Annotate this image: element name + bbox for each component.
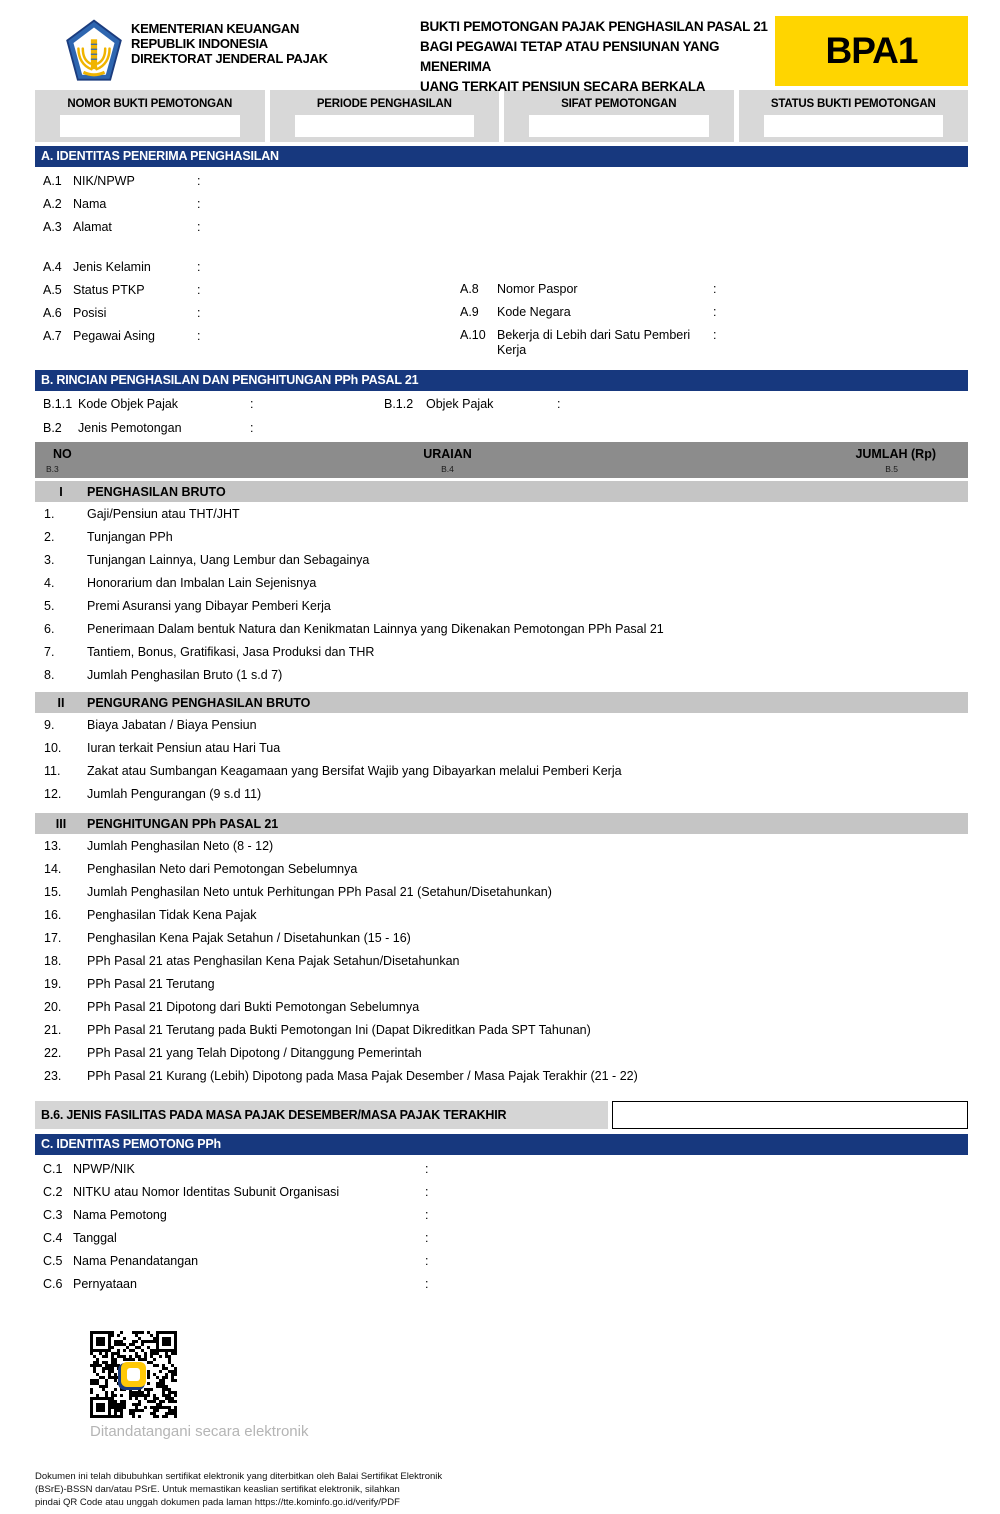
row-c4-tanggal — [35, 1226, 968, 1249]
group-roman: II — [57, 695, 65, 710]
column-subheader-b3: B.3 — [46, 464, 59, 474]
section-a-rows — [35, 169, 968, 358]
ministry-line: DIREKTORAT JENDERAL PAJAK — [131, 51, 328, 66]
field-periode-penghasilan — [270, 90, 500, 142]
row-number: A.1 — [43, 173, 62, 188]
colon: : — [425, 1184, 429, 1199]
row-label: Bekerja di Lebih dari Satu Pemberi Kerja — [497, 328, 691, 357]
field-nomor-bukti-pemotongan — [35, 90, 265, 142]
section-c-rows — [35, 1157, 968, 1295]
colon: : — [197, 259, 201, 274]
row-number: C.6 — [43, 1276, 63, 1291]
form-title — [420, 17, 785, 97]
table-row-2 — [35, 525, 968, 548]
field-status-bukti-pemotongan — [739, 90, 969, 142]
row-number: 14. — [44, 861, 62, 876]
row-label: Nama Pemotong — [73, 1207, 167, 1222]
table-row-16 — [35, 903, 968, 926]
esign-caption: Ditandatangani secara elektronik — [90, 1423, 309, 1440]
row-number: 4. — [44, 575, 55, 590]
form-code-badge: BPA1 — [775, 16, 968, 86]
row-number: 18. — [44, 953, 62, 968]
colon: : — [197, 305, 201, 320]
nomor-bukti-pemotongan-input[interactable] — [60, 115, 240, 137]
row-a6-posisi — [35, 301, 425, 324]
ministry-line: KEMENTERIAN KEUANGAN — [131, 21, 300, 36]
row-a10-bekerja-lebih-dari-satu-pemberi-kerja — [460, 324, 968, 358]
row-number: B.1.2 — [384, 396, 414, 411]
row-label: Nama — [73, 196, 107, 211]
row-label: NIK/NPWP — [73, 173, 135, 188]
row-a7-pegawai-asing — [35, 324, 425, 347]
field-label: NOMOR BUKTI PEMOTONGAN — [67, 98, 233, 110]
row-text: Jumlah Penghasilan Neto (8 - 12) — [87, 838, 274, 853]
colon: : — [197, 173, 201, 188]
table-row-4 — [35, 571, 968, 594]
row-text: Tunjangan PPh — [87, 529, 173, 544]
row-number: A.4 — [43, 259, 62, 274]
table-row-9 — [35, 713, 968, 736]
row-c5-nama-penandatangan — [35, 1249, 968, 1272]
colon: : — [197, 196, 201, 211]
row-label: Jenis Pemotongan — [78, 420, 182, 435]
ministry-of-finance-logo-icon — [66, 19, 122, 82]
section-a-two-columns — [35, 278, 968, 358]
row-number: 9. — [44, 717, 55, 732]
column-header-uraian: URAIAN — [423, 447, 472, 461]
row-c3-nama-pemotong — [35, 1203, 968, 1226]
table-row-5 — [35, 594, 968, 617]
row-text: Penerimaan Dalam bentuk Natura dan Kenikmatan Lainnya yang Dikenakan Pemotongan PPh Pasal 21 — [87, 621, 664, 636]
row-a8-nomor-paspor — [460, 278, 968, 301]
field-label: SIFAT PEMOTONGAN — [561, 98, 677, 110]
row-number: 8. — [44, 667, 55, 682]
row-number: 3. — [44, 552, 55, 567]
row-a4-jenis-kelamin — [35, 255, 968, 278]
row-number: C.4 — [43, 1230, 63, 1245]
row-label: Objek Pajak — [426, 396, 494, 411]
row-label: NITKU atau Nomor Identitas Subunit Organisasi — [73, 1184, 340, 1199]
row-label: Jenis Kelamin — [73, 259, 151, 274]
row-number: 20. — [44, 999, 62, 1014]
table-row-19 — [35, 972, 968, 995]
row-number: A.5 — [43, 282, 62, 297]
field-sifat-pemotongan — [504, 90, 734, 142]
group-iii-bar — [35, 813, 968, 834]
electronic-signature-qr-code — [90, 1331, 177, 1418]
row-label: Status PTKP — [73, 282, 145, 297]
row-number: A.7 — [43, 328, 62, 343]
row-a1-nik-npwp — [35, 169, 968, 192]
group-ii-bar — [35, 692, 968, 713]
colon: : — [713, 282, 717, 296]
table-row-14 — [35, 857, 968, 880]
colon: : — [250, 420, 254, 435]
row-number: C.2 — [43, 1184, 63, 1199]
b6-label: B.6. JENIS FASILITAS PADA MASA PAJAK DESEMBER/MASA PAJAK TERAKHIR — [35, 1101, 608, 1129]
table-row-3 — [35, 548, 968, 571]
section-a-left-column — [35, 278, 425, 347]
row-number: B.2 — [43, 420, 62, 435]
row-text: Iuran terkait Pensiun atau Hari Tua — [87, 740, 281, 755]
row-label: Tanggal — [73, 1230, 117, 1245]
row-number: 13. — [44, 838, 62, 853]
table-row-7 — [35, 640, 968, 663]
table-row-22 — [35, 1041, 968, 1064]
footer-disclaimer — [35, 1470, 968, 1509]
table-row-1 — [35, 502, 968, 525]
row-c6-pernyataan — [35, 1272, 968, 1295]
section-a-right-column — [460, 278, 968, 358]
section-b-header: B. RINCIAN PENGHASILAN DAN PENGHITUNGAN PPh PASAL 21 — [35, 370, 968, 391]
row-text: Honorarium dan Imbalan Lain Sejenisnya — [87, 575, 317, 590]
row-number: A.2 — [43, 196, 62, 211]
row-label: NPWP/NIK — [73, 1161, 135, 1176]
section-a-header: A. IDENTITAS PENERIMA PENGHASILAN — [35, 146, 968, 167]
row-number: A.6 — [43, 305, 62, 320]
row-label: Pegawai Asing — [73, 328, 156, 343]
table-row-20 — [35, 995, 968, 1018]
column-subheader-b4: B.4 — [441, 464, 454, 474]
row-b6-jenis-fasilitas — [35, 1101, 968, 1129]
group-roman: III — [55, 816, 67, 831]
alamat-extra-space — [35, 238, 968, 255]
table-row-23 — [35, 1064, 968, 1087]
table-row-12 — [35, 782, 968, 805]
row-c1-npwp-nik — [35, 1157, 968, 1180]
row-label: Alamat — [73, 219, 112, 234]
ministry-name — [131, 21, 328, 66]
colon: : — [425, 1161, 429, 1176]
row-number: C.5 — [43, 1253, 63, 1268]
row-number: 23. — [44, 1068, 62, 1083]
table-row-17 — [35, 926, 968, 949]
table-row-15 — [35, 880, 968, 903]
row-text: Gaji/Pensiun atau THT/JHT — [87, 506, 240, 521]
colon: : — [250, 396, 254, 411]
colon: : — [557, 396, 561, 411]
row-number: B.1.1 — [43, 396, 73, 411]
row-b11-b12 — [35, 392, 968, 415]
row-number: C.1 — [43, 1161, 63, 1176]
ministry-line: REPUBLIK INDONESIA — [131, 36, 268, 51]
row-text: PPh Pasal 21 Dipotong dari Bukti Pemotongan Sebelumnya — [87, 999, 420, 1014]
colon: : — [197, 282, 201, 297]
table-row-18 — [35, 949, 968, 972]
row-text: Premi Asuransi yang Dibayar Pemberi Kerja — [87, 598, 331, 613]
row-number: 15. — [44, 884, 62, 899]
colon: : — [197, 328, 201, 343]
colon: : — [197, 219, 201, 234]
row-number: A.9 — [460, 305, 479, 319]
disclaimer-line: Dokumen ini telah dibubuhkan sertifikat elektronik yang diterbitkan oleh Balai Sertifikat Elektronik — [35, 1471, 443, 1482]
group-title: PENGHITUNGAN PPh PASAL 21 — [87, 816, 279, 831]
colon: : — [425, 1253, 429, 1268]
row-text: Biaya Jabatan / Biaya Pensiun — [87, 717, 257, 732]
form-title-line: UANG TERKAIT PENSIUN SECARA BERKALA — [420, 79, 706, 94]
field-label: PERIODE PENGHASILAN — [316, 98, 452, 110]
form-header — [35, 0, 968, 94]
table-header — [35, 442, 968, 478]
top-field-strip — [35, 90, 968, 142]
row-number: 10. — [44, 740, 62, 755]
row-number: 12. — [44, 786, 62, 801]
row-label: Pernyataan — [73, 1276, 137, 1291]
status-bukti-pemotongan-input[interactable] — [764, 115, 944, 137]
row-number: 17. — [44, 930, 62, 945]
sifat-pemotongan-input[interactable] — [529, 115, 709, 137]
row-number: 21. — [44, 1022, 62, 1037]
group-title: PENGHASILAN BRUTO — [87, 484, 226, 499]
row-text: Penghasilan Kena Pajak Setahun / Disetahunkan (15 - 16) — [87, 930, 411, 945]
row-number: A.10 — [460, 328, 486, 342]
row-number: 16. — [44, 907, 62, 922]
row-text: Tunjangan Lainnya, Uang Lembur dan Sebagainya — [87, 552, 370, 567]
row-c2-nitku — [35, 1180, 968, 1203]
row-number: 5. — [44, 598, 55, 613]
row-text: PPh Pasal 21 Terutang pada Bukti Pemotongan Ini (Dapat Dikreditkan Pada SPT Tahunan) — [87, 1022, 591, 1037]
table-row-13 — [35, 834, 968, 857]
disclaimer-line: (BSrE)-BSSN dan/atau PSrE. Untuk memastikan keaslian sertifikat elektronik, silahkan — [35, 1484, 400, 1495]
colon: : — [713, 305, 717, 319]
row-a2-nama — [35, 192, 968, 215]
form-title-line: BAGI PEGAWAI TETAP ATAU PENSIUNAN YANG MENERIMA — [420, 39, 720, 74]
row-a5-status-ptkp — [35, 278, 425, 301]
table-row-11 — [35, 759, 968, 782]
group-i-bar — [35, 481, 968, 502]
row-number: 1. — [44, 506, 55, 521]
row-number: 22. — [44, 1045, 62, 1060]
colon: : — [425, 1207, 429, 1222]
column-header-jumlah: JUMLAH (Rp) — [855, 447, 936, 461]
row-number: 6. — [44, 621, 55, 636]
table-row-21 — [35, 1018, 968, 1041]
row-number: C.3 — [43, 1207, 63, 1222]
row-text: PPh Pasal 21 yang Telah Dipotong / Ditanggung Pemerintah — [87, 1045, 422, 1060]
jenis-fasilitas-input[interactable] — [612, 1101, 968, 1129]
row-b2-jenis-pemotongan — [35, 416, 968, 439]
row-text: Penghasilan Neto dari Pemotongan Sebelumnya — [87, 861, 358, 876]
row-label: Nomor Paspor — [497, 282, 578, 296]
row-number: 19. — [44, 976, 62, 991]
row-number: A.3 — [43, 219, 62, 234]
disclaimer-line: pindai QR Code atau unggah dokumen pada laman https://tte.kominfo.go.id/verify/PDF — [35, 1497, 400, 1508]
periode-penghasilan-input[interactable] — [295, 115, 475, 137]
column-subheader-b5: B.5 — [885, 464, 898, 474]
row-text: PPh Pasal 21 atas Penghasilan Kena Pajak Setahun/Disetahunkan — [87, 953, 460, 968]
table-row-8 — [35, 663, 968, 686]
form-title-line: BUKTI PEMOTONGAN PAJAK PENGHASILAN PASAL 21 — [420, 19, 768, 34]
colon: : — [713, 328, 717, 342]
row-text: Tantiem, Bonus, Gratifikasi, Jasa Produksi dan THR — [87, 644, 375, 659]
section-c-header: C. IDENTITAS PEMOTONG PPh — [35, 1134, 968, 1155]
row-text: Jumlah Penghasilan Bruto (1 s.d 7) — [87, 667, 283, 682]
row-number: 11. — [44, 763, 61, 778]
row-label: Nama Penandatangan — [73, 1253, 199, 1268]
group-title: PENGURANG PENGHASILAN BRUTO — [87, 695, 311, 710]
group-roman: I — [59, 484, 63, 499]
row-text: Jumlah Penghasilan Neto untuk Perhitungan PPh Pasal 21 (Setahun/Disetahunkan) — [87, 884, 552, 899]
colon: : — [425, 1276, 429, 1291]
field-label: STATUS BUKTI PEMOTONGAN — [770, 98, 936, 110]
row-number: 7. — [44, 644, 55, 659]
row-text: Zakat atau Sumbangan Keagamaan yang Bersifat Wajib yang Dibayarkan melalui Pemberi Kerja — [87, 763, 622, 778]
colon: : — [425, 1230, 429, 1245]
row-text: PPh Pasal 21 Terutang — [87, 976, 215, 991]
column-header-no: NO — [53, 447, 72, 461]
row-a9-kode-negara — [460, 301, 968, 324]
row-text: Penghasilan Tidak Kena Pajak — [87, 907, 257, 922]
table-row-10 — [35, 736, 968, 759]
row-label: Kode Negara — [497, 305, 571, 319]
row-text: PPh Pasal 21 Kurang (Lebih) Dipotong pada Masa Pajak Desember / Masa Pajak Terakhir (21 - 22) — [87, 1068, 638, 1083]
row-label: Posisi — [73, 305, 107, 320]
row-text: Jumlah Pengurangan (9 s.d 11) — [87, 786, 262, 801]
table-row-6 — [35, 617, 968, 640]
row-number: A.8 — [460, 282, 479, 296]
row-label: Kode Objek Pajak — [78, 396, 179, 411]
row-number: 2. — [44, 529, 55, 544]
row-a3-alamat — [35, 215, 968, 238]
djp-qr-center-logo-icon — [121, 1362, 146, 1387]
